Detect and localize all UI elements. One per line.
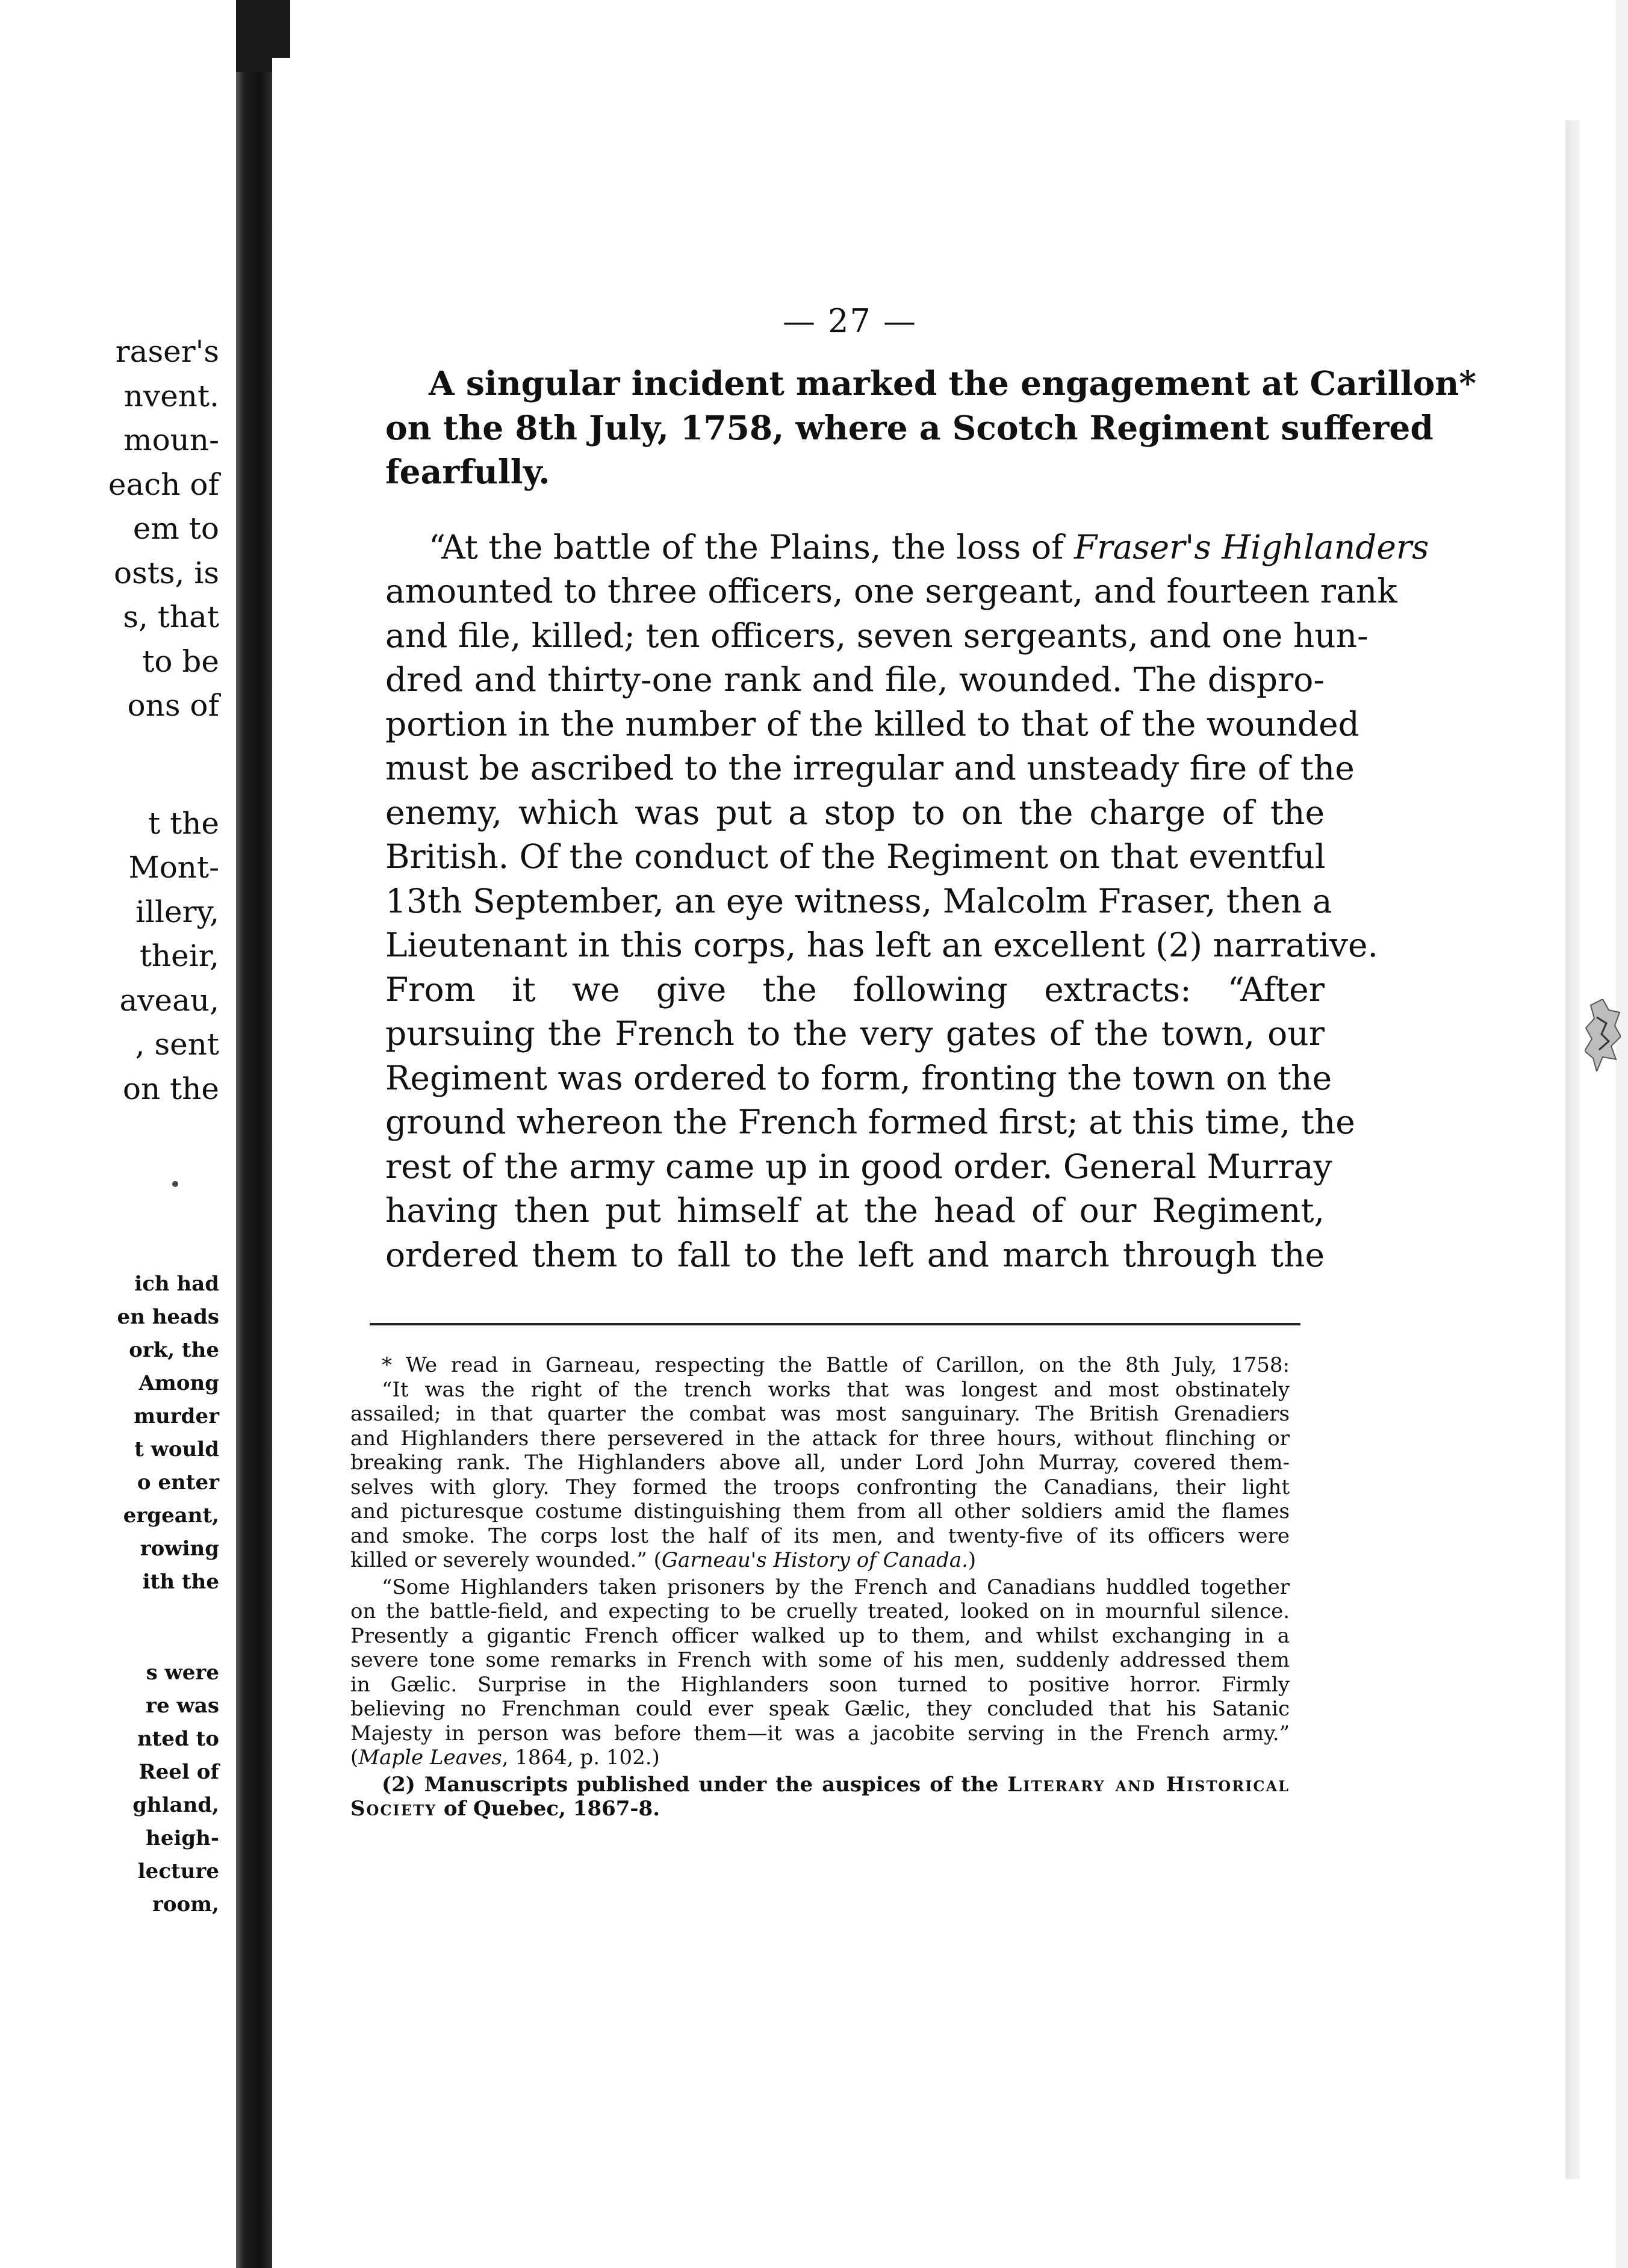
text-run: , 1864, p. 102.) [502, 1746, 660, 1770]
scan-border [1616, 0, 1628, 2268]
footnote-line: Presently a gigantic French officer walked up to them, and whilst exchanging in a [350, 1623, 1290, 1648]
footnote-line: believing no Frenchman could ever speak Gælic, they concluded that his Satanic [350, 1697, 1290, 1721]
torn-paper-fragment [1585, 999, 1621, 1071]
left-note-line: en heads [117, 1305, 219, 1329]
left-fragment-line: Mont- [128, 850, 219, 885]
left-note-line: re was [146, 1694, 219, 1718]
text-line: and file, killed; ten officers, seven sergeants, and one hun- [385, 616, 1369, 655]
text-line: fearfully. [385, 452, 550, 491]
left-page-main-text-fragments [108, 330, 219, 1111]
left-fragment-line: each of [108, 466, 219, 502]
text-line: ground whereon the French formed first; at this time, the [385, 1103, 1355, 1141]
footnote-line: “Some Highlanders taken prisoners by the French and Canadians huddled together [382, 1575, 1290, 1599]
left-note-gap [117, 1599, 220, 1656]
text-line: portion in the number of the killed to that of the wounded [385, 704, 1359, 743]
footnote-rule [370, 1323, 1300, 1325]
main-text-block [385, 361, 1477, 1277]
left-note-line: murder [134, 1404, 219, 1428]
left-note-line: room, [152, 1892, 219, 1916]
left-fragment-line: em to [132, 511, 219, 546]
left-note-line: ich had [134, 1272, 219, 1296]
footnote-line: severe tone some remarks in French with some of his men, suddenly addressed them [350, 1648, 1290, 1672]
text-line: amounted to three officers, one sergeant, and fourteen rank [385, 572, 1397, 610]
left-fragment-line: osts, is [114, 555, 219, 590]
footnote-line: assailed; in that quarter the combat was most sanguinary. The British Grenadiers [350, 1402, 1290, 1426]
footnotes-block [350, 1353, 1290, 1821]
left-fragment-line: aveau, [119, 982, 219, 1018]
left-note-line: nted to [137, 1727, 219, 1751]
footnote-line: and picturesque costume distinguishing them from all other soldiers amid the flames [350, 1499, 1290, 1523]
text-run: ) [968, 1548, 977, 1572]
footnote-line: Majesty in person was before them—it was a jacobite serving in the French army.” [350, 1721, 1290, 1746]
footnote-line: and smoke. The corps lost the half of its men, and twenty-five of its officers were [350, 1523, 1290, 1548]
text-line: dred and thirty-one rank and file, wounded. The dispro- [385, 660, 1325, 699]
text-run: of Quebec, 1867-8. [437, 1797, 660, 1821]
left-facing-page [0, 0, 236, 2268]
left-note-line: o enter [137, 1470, 219, 1495]
left-note-line: rowing [140, 1537, 219, 1561]
small-caps-society-name: Society [350, 1797, 437, 1821]
text-run: ( [350, 1746, 359, 1770]
left-note-line: s were [146, 1661, 219, 1685]
footnote-line [350, 1548, 1290, 1573]
left-note-line: ergeant, [123, 1504, 219, 1528]
text-line: Regiment was ordered to form, fronting the town on the [385, 1058, 1332, 1097]
text-run: killed or severely wounded.” ( [350, 1548, 662, 1572]
text-run: “At the battle of the Plains, the loss of [429, 527, 1074, 566]
left-note-line: Among [138, 1371, 219, 1395]
paragraph-gap [385, 494, 1325, 525]
left-fragment-line: , sent [135, 1027, 219, 1062]
italic-source-title: Garneau's History of Canada. [661, 1548, 968, 1572]
scan-speck [172, 1181, 178, 1187]
left-note-line: ghland, [132, 1793, 219, 1817]
text-line: From it we give the following extracts: “After [385, 970, 1325, 1009]
left-note-line: t would [134, 1437, 219, 1461]
page-number: — 27 — [783, 302, 918, 340]
text-line: pursuing the French to the very gates of the town, our [385, 1014, 1325, 1053]
text-line: must be ascribed to the irregular and unsteady fire of the [385, 749, 1355, 787]
italic-source-title: Maple Leaves [358, 1746, 502, 1770]
left-note-line: heigh- [146, 1826, 219, 1850]
left-fragment-line: nvent. [123, 378, 219, 414]
footnote-line: selves with glory. They formed the troops confronting the Canadians, their light [350, 1475, 1290, 1499]
footnote-line: “It was the right of the trench works that was longest and most obstinately [382, 1377, 1290, 1402]
left-fragment-line: to be [142, 643, 219, 679]
left-fragment-line: ons of [127, 688, 219, 723]
left-note-line: ith the [142, 1570, 219, 1594]
footnote-highlanders [350, 1575, 1290, 1770]
text-run: (2) Manuscripts published under the auspices of the [382, 1772, 1008, 1797]
left-page-footnote-fragments [117, 1268, 220, 1921]
text-line: Lieutenant in this corps, has left an excellent (2) narrative. [385, 926, 1379, 964]
left-fragment-line: moun- [123, 423, 219, 457]
intro-paragraph [385, 361, 1477, 494]
footnote-line [350, 1746, 1290, 1770]
footnote-garneau [350, 1353, 1290, 1573]
book-binding-gutter [236, 0, 272, 2268]
footnote-line: breaking rank. The Highlanders above all, under Lord John Murray, covered them- [350, 1451, 1290, 1475]
italic-regiment-name: Fraser's Highlanders [1074, 527, 1429, 566]
footnote-manuscripts [350, 1773, 1290, 1821]
text-line: having then put himself at the head of our Regiment, [385, 1191, 1325, 1230]
left-fragment-line: on the [122, 1071, 219, 1106]
left-fragment-line: t the [148, 805, 219, 841]
small-caps-society-name: Literary and Historical [1007, 1772, 1290, 1797]
left-fragment-line: raser's [115, 334, 219, 369]
right-page-edge [1565, 120, 1580, 2179]
left-note-line: Reel of [138, 1760, 219, 1784]
text-line: ordered them to fall to the left and march through the [385, 1235, 1325, 1274]
left-note-line: lecture [137, 1859, 219, 1883]
footnote-line: and Highlanders there persevered in the attack for three hours, without flinching or [350, 1426, 1290, 1451]
text-line: 13th September, an eye witness, Malcolm Fraser, then a [385, 881, 1332, 920]
footnote-line [350, 1773, 1290, 1797]
text-line: enemy, which was put a stop to on the charge of the [385, 793, 1325, 832]
footnote-line: on the battle-field, and expecting to be cruelly treated, looked on in mournful silence. [350, 1599, 1290, 1623]
text-line [385, 525, 1429, 570]
left-fragment-line: illery, [135, 894, 219, 929]
text-line: rest of the army came up in good order. General Murray [385, 1147, 1332, 1186]
footnote-line [350, 1797, 1290, 1821]
quotation-paragraph [385, 525, 1429, 1278]
left-fragment-line: s, that [123, 600, 219, 634]
left-note-line: ork, the [129, 1338, 219, 1362]
text-line: A singular incident marked the engagement at Carillon* [429, 364, 1477, 403]
text-line: on the 8th July, 1758, where a Scotch Regiment suffered [385, 407, 1434, 447]
left-fragment-line: their, [139, 938, 219, 973]
footnote-line: in Gælic. Surprise in the Highlanders soon turned to positive horror. Firmly [350, 1672, 1290, 1697]
left-paragraph-gap [108, 728, 219, 802]
text-line: British. Of the conduct of the Regiment on that eventful [385, 837, 1326, 876]
footnote-line: * We read in Garneau, respecting the Battle of Carillon, on the 8th July, 1758: [382, 1353, 1290, 1377]
